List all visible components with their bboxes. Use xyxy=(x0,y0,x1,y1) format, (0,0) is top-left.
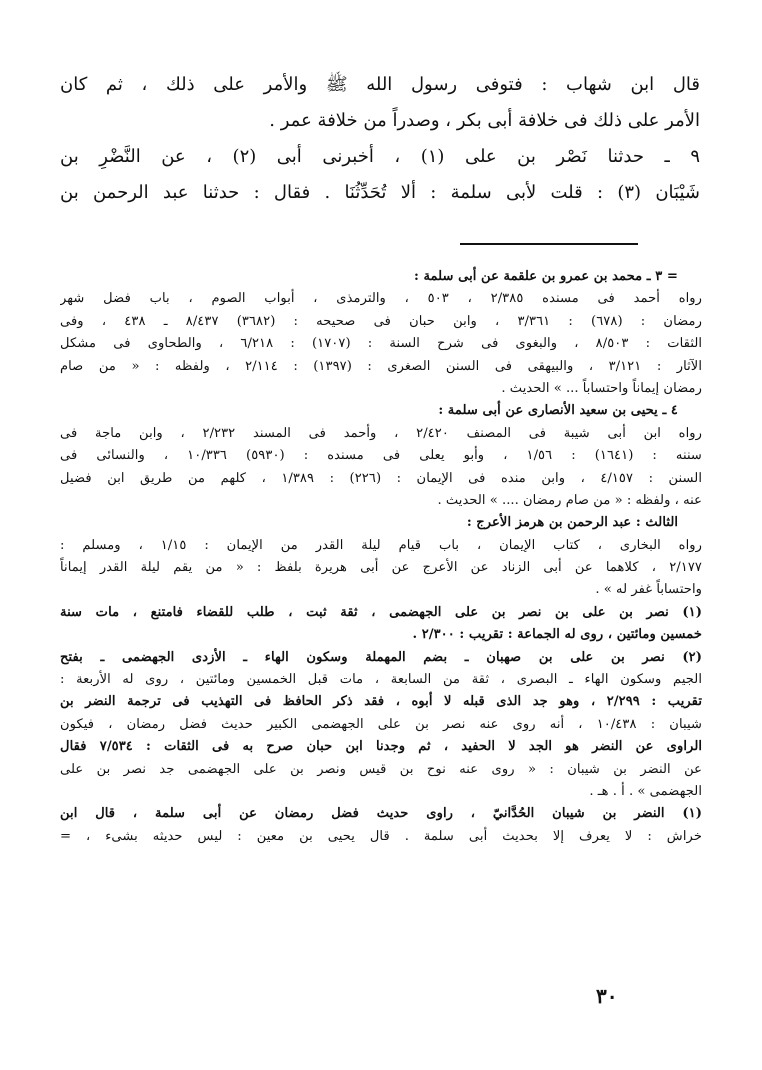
footnote-line: الثقات : ٨/٥٠٣ ، والبغوى فى شرح السنة : (١٧٠٧) : ٦/٢١٨ ، والطحاوى فى مشكل xyxy=(60,336,702,352)
page-number: ٣٠ xyxy=(596,984,618,1008)
footnote-line: الجيم وسكون الهاء ـ البصرى ، ثقة من السابعة ، مات قبل الخمسين ومائتين ، روى له الأربعة : xyxy=(60,672,702,688)
footnote-line: (٢) نصر بن على بن صهبان ـ بضم المهملة وسكون الهاء ـ الأزدى الجهضمى ـ بفتح xyxy=(60,649,702,665)
footnote-line: شيبان : ١٠/٤٣٨ ، أنه روى عنه نصر بن على الجهضمى الكبير حديث فضل رمضان ، فيكون xyxy=(60,716,702,732)
footnote-line: الجهضمى » . أ . هـ . xyxy=(589,783,702,799)
footnote-line: (١) النضر بن شيبان الحُدَّانيّ ، راوى حديث فضل رمضان عن أبى سلمة ، قال ابن xyxy=(60,806,702,822)
main-line: شَيْبَان (٣) : قلت لأبى سلمة : ألا تُحَدِّثُنَا . فقال : حدثنا عبد الرحمن بن xyxy=(60,182,700,203)
footnote-line: رواه البخارى ، كتاب الإيمان ، باب قيام ليلة القدر من الإيمان : ١/١٥ ، ومسلم : xyxy=(60,537,702,553)
footnote-divider xyxy=(460,243,638,245)
footnote-line: السنن : ٤/١٥٧ ، وابن منده فى الإيمان : (٢٢٦) : ١/٣٨٩ ، كلهم من طريق ابن فضيل xyxy=(60,470,702,486)
main-line: قال ابن شهاب : فتوفى رسول الله ﷺ والأمر على ذلك ، ثم كان xyxy=(60,74,700,95)
footnotes xyxy=(60,266,702,848)
footnote-line: الآثار : ٣/١٢١ ، والبيهقى فى السنن الصغرى : (١٣٩٧) : ٢/١١٤ ، ولفظه : « من صام xyxy=(60,358,702,374)
footnote-line: (١) نصر بن على بن نصر بن على الجهضمى ، ثقة ثبت ، طلب للقضاء فامتنع ، مات سنة xyxy=(60,604,702,620)
main-line: الأمر على ذلك فى خلافة أبى بكر ، وصدراً من خلافة عمر . xyxy=(269,110,700,131)
footnote-line: ٢/١٧٧ ، كلاهما عن أبى الزناد عن الأعرج عن أبى هريرة بلفظ : « من يقم ليلة القدر إيماناً xyxy=(60,560,702,576)
footnote-line: رمضان : (٦٧٨) : ٣/٣٦١ ، وابن حبان فى صحيحه : (٣٦٨٢) ٨/٤٣٧ ـ ٤٣٨ ، وفى xyxy=(60,313,702,329)
footnote-line: الثالث : عبد الرحمن بن هرمز الأعرج : xyxy=(466,515,678,531)
footnote-line: خمسين ومائتين ، روى له الجماعة : تقريب : ٢/٣٠٠ . xyxy=(412,627,702,643)
main-text xyxy=(60,70,700,208)
footnote-line: رواه ابن أبى شيبة فى المصنف ٢/٤٢٠ ، وأحمد فى المسند ٢/٢٣٢ ، وابن ماجة فى xyxy=(60,425,702,441)
footnote-line: الراوى عن النضر هو الجد لا الحفيد ، ثم وجدنا ابن حبان صرح به فى الثقات : ٧/٥٣٤ فقال xyxy=(60,739,702,755)
main-line: ٩ ـ حدثنا نَصْر بن على (١) ، أخبرنى أبى (٢) ، عن النَّضْرِ بن xyxy=(60,146,700,167)
footnote-line: عن النضر بن شيبان : « روى عنه نوح بن قيس ونصر بن على الجهضمى جد نصر بن على xyxy=(60,761,702,777)
footnote-line: تقريب : ٢/٢٩٩ ، وهو جد الذى قبله لا أبوه ، فقد ذكر الحافظ فى التهذيب فى ترجمة النضر بن xyxy=(60,694,702,710)
footnote-line: عنه ، ولفظه : « من صام رمضان .... » الحديث . xyxy=(437,492,702,508)
footnote-line: سننه : (١٦٤١) : ١/٥٦ ، وأبو يعلى فى مسنده : (٥٩٣٠) ١٠/٣٣٦ ، والنسائى فى xyxy=(60,448,702,464)
footnote-line: ٤ ـ يحيى بن سعيد الأنصارى عن أبى سلمة : xyxy=(438,403,678,419)
footnote-line: واحتساباً غفر له » . xyxy=(595,582,702,598)
footnote-line: = ٣ ـ محمد بن عمرو بن علقمة عن أبى سلمة : xyxy=(413,269,678,284)
footnote-line: خراش : لا يعرف إلا بحديث أبى سلمة . قال يحيى بن معين : ليس حديثه بشىء ، = xyxy=(60,828,702,844)
footnote-line: رواه أحمد فى مسنده ٢/٣٨٥ ، ٥٠٣ ، والترمذى ، أبواب الصوم ، باب فضل شهر xyxy=(60,291,702,307)
footnote-line: رمضان إيماناً واحتساباً ... » الحديث . xyxy=(501,380,702,396)
